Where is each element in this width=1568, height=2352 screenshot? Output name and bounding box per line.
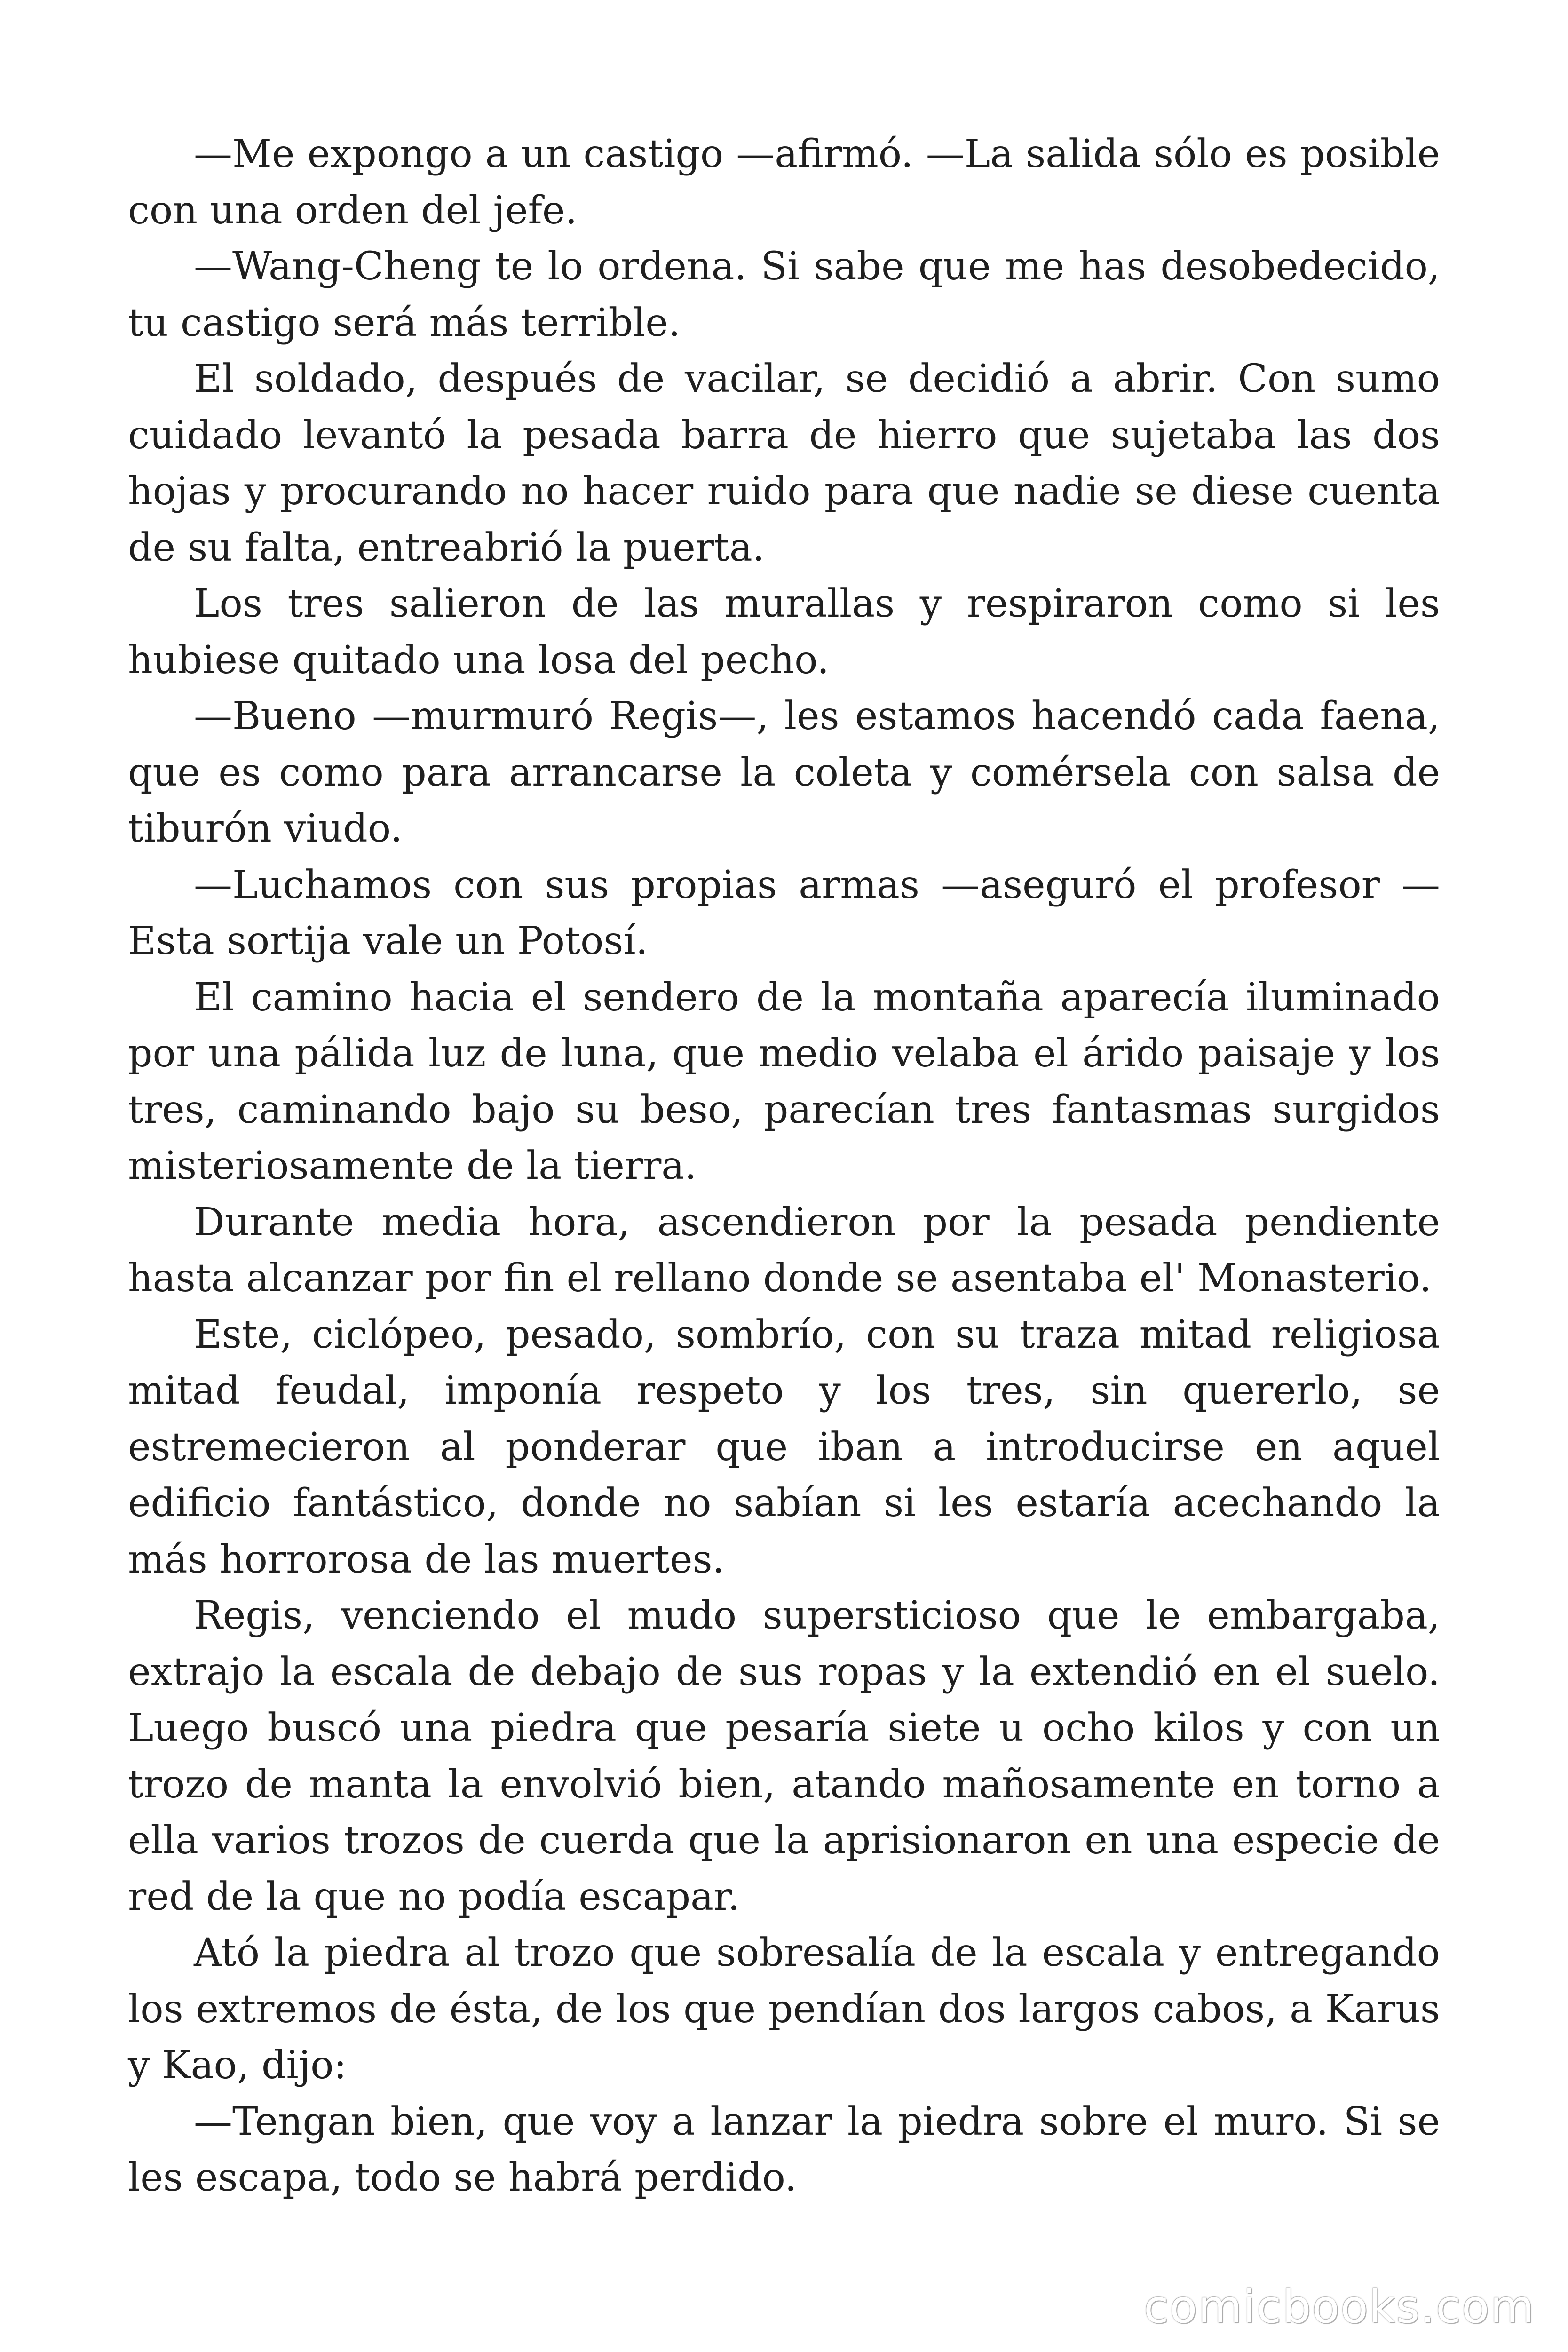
paragraph: El camino hacia el sendero de la montaña aparecía iluminado por una pálida luz de luna, que medio velaba el árido paisaje y los tres, caminando bajo su beso, parecían tres fantasmas surgidos misteriosamente de la tierra. bbox=[128, 975, 1440, 1188]
paragraph: —Wang-Cheng te lo ordena. Si sabe que me has desobedecido, tu castigo será más terrible. bbox=[128, 244, 1440, 345]
watermark: comicbooks.com bbox=[1143, 2280, 1535, 2333]
paragraph: —Me expongo a un castigo —afirmó. —La salida sólo es posible con una orden del jefe. bbox=[128, 132, 1440, 233]
paragraph: Ató la piedra al trozo que sobresalía de la escala y entregando los extremos de ésta, de los que pendían dos largos cabos, a Karus y Kao, dijo: bbox=[128, 1931, 1440, 2088]
paragraph: —Tengan bien, que voy a lanzar la piedra sobre el muro. Si se les escapa, todo se habrá perdido. bbox=[128, 2099, 1440, 2200]
paragraph: Este, ciclópeo, pesado, sombrío, con su traza mitad religiosa mitad feudal, imponía respeto y los tres, sin quererlo, se estremecieron al ponderar que iban a introducirse en aquel edificio fantástico, donde no sabían si les estaría acechando la más horrorosa de las muertes. bbox=[128, 1312, 1440, 1582]
paragraph: —Luchamos con sus propias armas —aseguró el profesor —Esta sortija vale un Potosí. bbox=[128, 862, 1440, 963]
paragraph: Los tres salieron de las murallas y respiraron como si les hubiese quitado una losa del pecho. bbox=[128, 581, 1440, 683]
paragraph: El soldado, después de vacilar, se decidió a abrir. Con sumo cuidado levantó la pesada barra de hierro que sujetaba las dos hojas y procurando no hacer ruido para que nadie se diese cuenta de su falta, entreabrió la puerta. bbox=[128, 357, 1440, 570]
page-text bbox=[128, 126, 1440, 2206]
paragraph: Durante media hora, ascendieron por la pesada pendiente hasta alcanzar por fin el rellano donde se asentaba el' Monasterio. bbox=[128, 1200, 1440, 1301]
paragraph: Regis, venciendo el mudo supersticioso que le embargaba, extrajo la escala de debajo de sus ropas y la extendió en el suelo. Luego buscó una piedra que pesaría siete u ocho kilos y con un trozo de manta la envolvió bien, atando mañosamente en torno a ella varios trozos de cuerda que la aprisionaron en una especie de red de la que no podía escapar. bbox=[128, 1593, 1440, 1919]
paragraph: —Bueno —murmuró Regis—, les estamos hacendó cada faena, que es como para arrancarse la coleta y comérsela con salsa de tiburón viudo. bbox=[128, 694, 1440, 851]
